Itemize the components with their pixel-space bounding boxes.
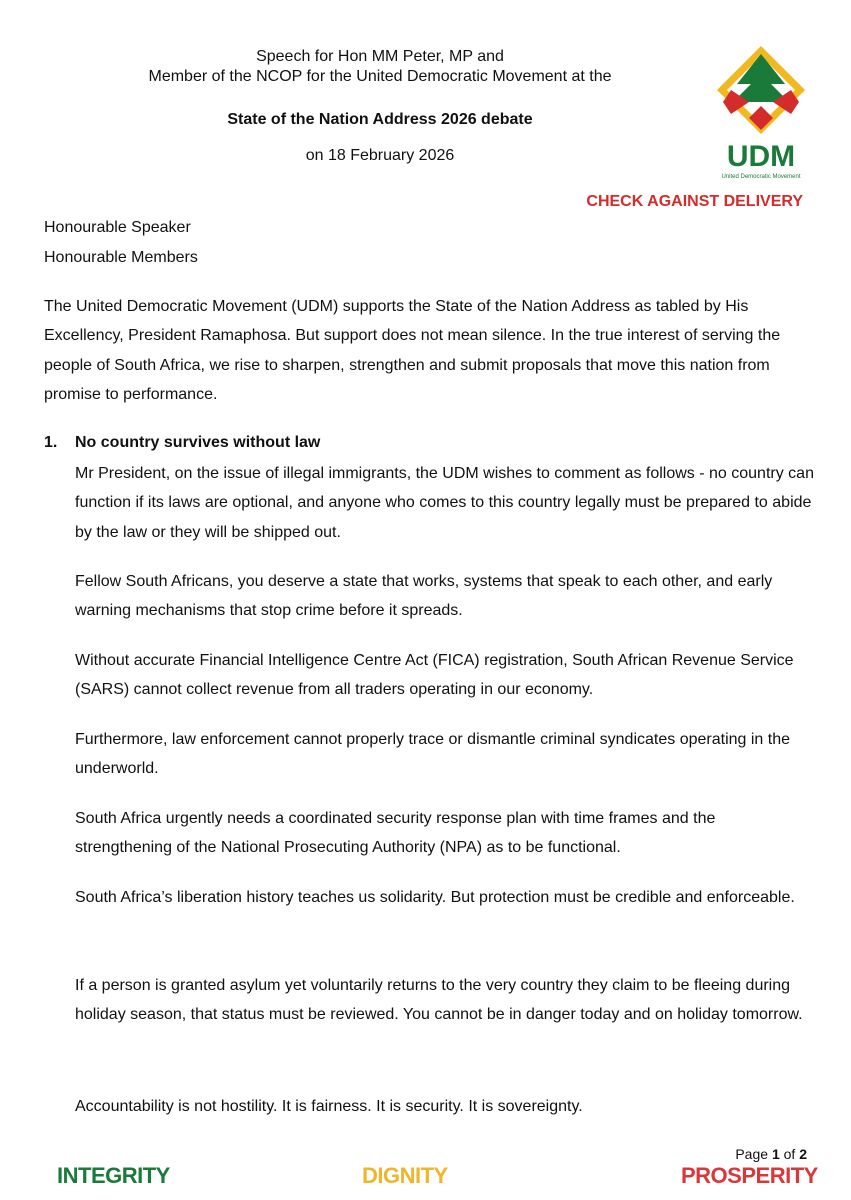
footer-dignity: DIGNITY [362, 1163, 448, 1188]
footer-prosperity: PROSPERITY [681, 1163, 818, 1188]
logo-acronym: UDM [726, 140, 796, 173]
page-label: Page [735, 1146, 769, 1162]
section-paragraph: South Africa’s liberation history teaches us solidarity. But protection must be credible and enforceable. [75, 889, 795, 906]
check-against-delivery-label: CHECK AGAINST DELIVERY [586, 193, 803, 210]
page-total: 2 [799, 1146, 807, 1162]
speech-date: on 18 February 2026 [305, 147, 455, 164]
section-paragraph: Mr President, on the issue of illegal immigrants, the UDM wishes to comment as follows - no country can function if its laws are optional, and anyone who comes to this country legally must be prepared to abide by the law or they will be shipped out. [75, 465, 814, 541]
section-paragraph: If a person is granted asylum yet voluntarily returns to the very country they claim to be fleeing during holiday season, that status must be reviewed. You cannot be in danger today and on holiday tomorrow. [75, 977, 803, 1024]
footer-integrity: INTEGRITY [57, 1163, 170, 1188]
salutation-speaker: Honourable Speaker [44, 219, 191, 236]
udm-logo [713, 42, 809, 182]
page-number [735, 1146, 807, 1162]
logo-full-name: United Democratic Movement [721, 174, 801, 180]
page-current: 1 [771, 1146, 780, 1162]
salutation-members: Honourable Members [44, 249, 198, 266]
section-paragraph: South Africa urgently needs a coordinated security response plan with time frames and the strengthening of the National Prosecuting Authority (NPA) as to be functional. [75, 810, 716, 857]
section-title: No country survives without law [75, 434, 321, 451]
speech-title: State of the Nation Address 2026 debate [227, 111, 533, 128]
section-paragraph: Furthermore, law enforcement cannot properly trace or dismantle criminal syndicates operating in the underworld. [75, 731, 790, 778]
intro-paragraph: The United Democratic Movement (UDM) supports the State of the Nation Address as tabled by His Excellency, President Ramaphosa. But support does not mean silence. In the true interest of serving the people of South Africa, we rise to sharpen, strengthen and submit proposals that move this nation from promise to performance. [44, 298, 781, 403]
section-paragraph: Accountability is not hostility. It is fairness. It is security. It is sovereignty. [75, 1098, 583, 1115]
section-paragraph: Fellow South Africans, you deserve a state that works, systems that speak to each other, and early warning mechanisms that stop crime before it spreads. [75, 573, 773, 620]
page-of: of [783, 1146, 796, 1162]
section-number: 1. [44, 434, 58, 451]
section-paragraph: Without accurate Financial Intelligence Centre Act (FICA) registration, South African Revenue Service (SARS) cannot collect revenue from all traders operating in our economy. [75, 652, 794, 699]
speech-heading-line-1: Speech for Hon MM Peter, MP and [256, 48, 504, 65]
udm-emblem-icon [713, 42, 809, 182]
speech-heading-line-2: Member of the NCOP for the United Democratic Movement at the [148, 68, 612, 85]
